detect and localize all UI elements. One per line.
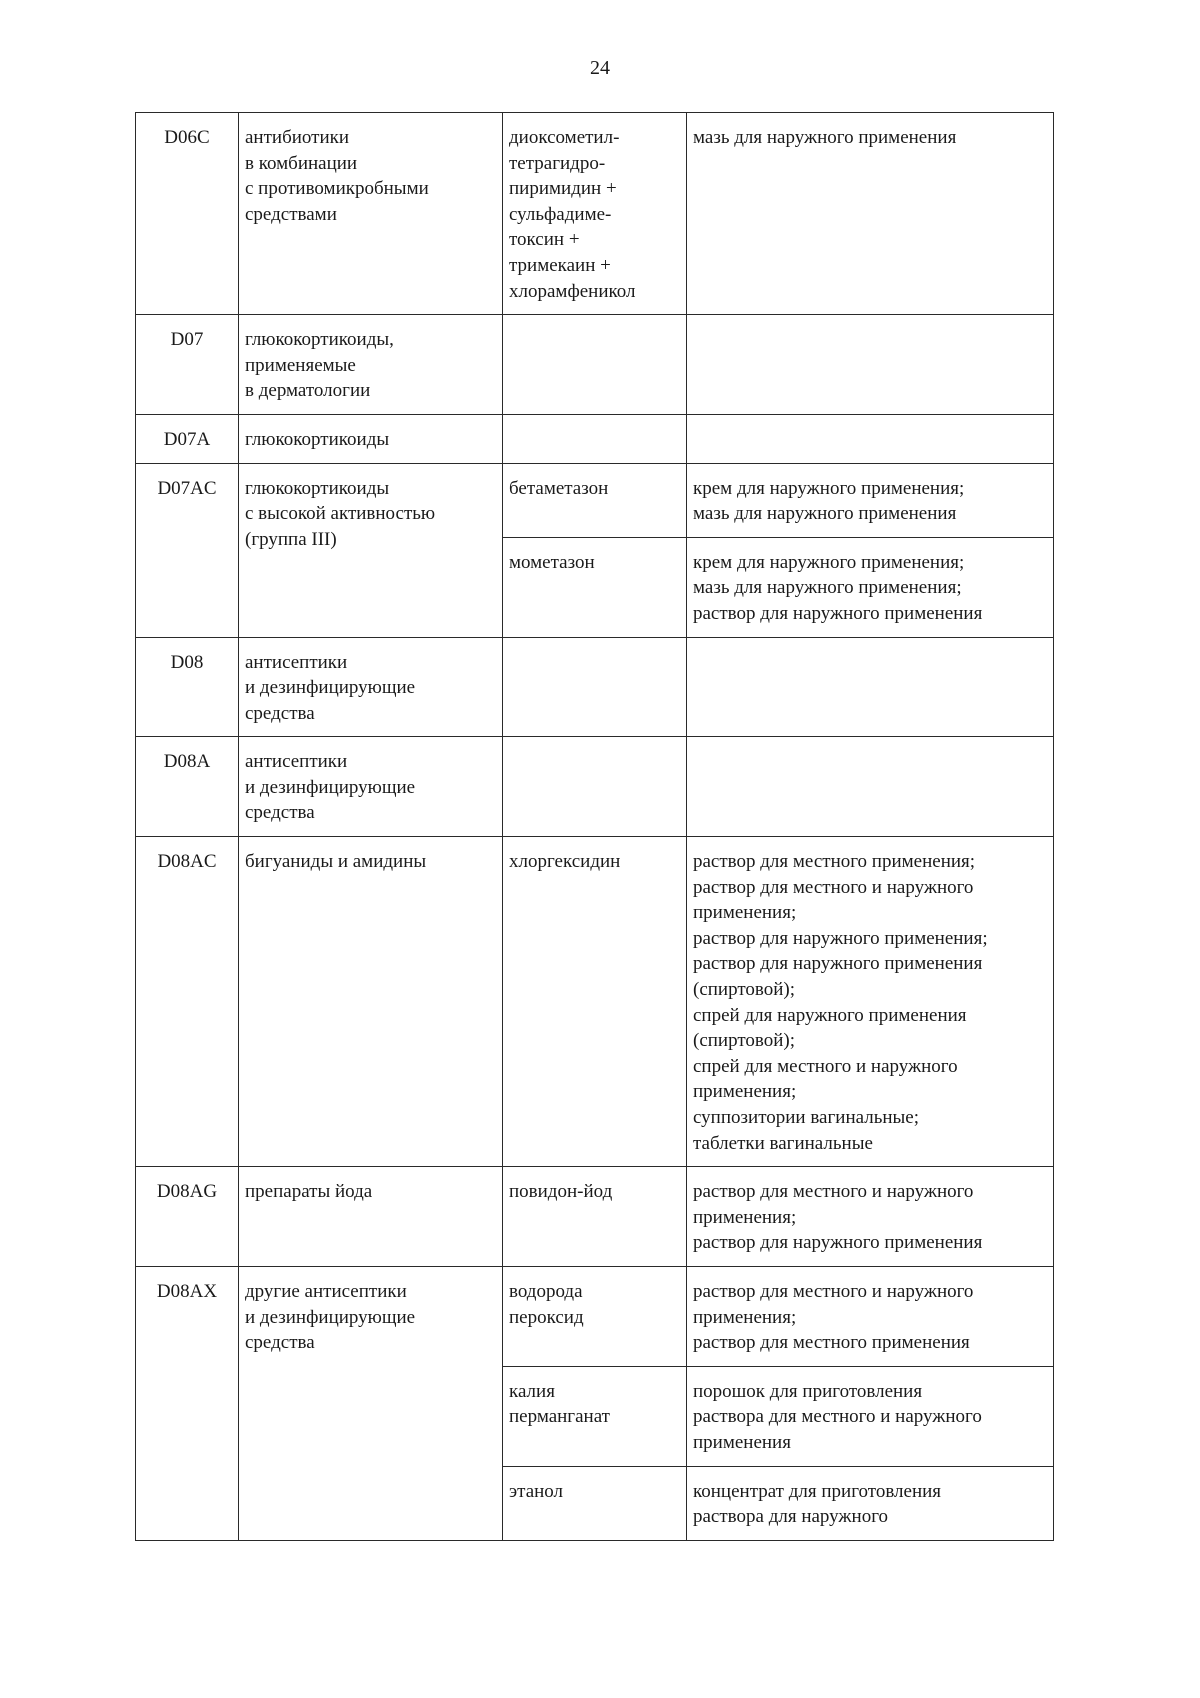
drug-name-cell: повидон-йод [503,1167,687,1267]
atc-group-cell: бигуаниды и амидины [239,837,503,1167]
atc-code-cell: D06C [136,113,239,315]
drug-name-cell [503,315,687,415]
table-row [136,414,1054,463]
drug-name-cell: мометазон [503,537,687,637]
table-row [136,837,1054,1167]
atc-group-cell: глюкокортикоиды, применяемые в дерматологии [239,315,503,415]
dosage-form-cell: раствор для местного и наружного применения; раствор для наружного применения [687,1167,1054,1267]
dosage-form-cell: порошок для приготовления раствора для местного и наружного применения [687,1366,1054,1466]
drug-classification-table [135,112,1054,1541]
table-row [136,637,1054,737]
drug-name-cell: водорода пероксид [503,1266,687,1366]
dosage-form-cell [687,737,1054,837]
table-row [136,315,1054,415]
atc-code-cell: D07A [136,414,239,463]
table-body [136,113,1054,1541]
atc-code-cell: D08AX [136,1266,239,1540]
table-row [136,737,1054,837]
page-number: 24 [590,57,610,79]
atc-group-cell: препараты йода [239,1167,503,1267]
atc-group-cell: антибиотики в комбинации с противомикробными средствами [239,113,503,315]
dosage-form-cell: раствор для местного применения; раствор для местного и наружного применения; раствор для наружного применения; раствор для наружного применения (спиртовой); спрей для наружного применения (спиртовой); спрей для местного и наружного применения; суппозитории вагинальные; таблетки вагинальные [687,837,1054,1167]
atc-code-cell: D08 [136,637,239,737]
atc-code-cell: D08AG [136,1167,239,1267]
drug-name-cell [503,637,687,737]
atc-code-cell: D08A [136,737,239,837]
atc-code-cell: D07 [136,315,239,415]
table-row [136,113,1054,315]
dosage-form-cell: раствор для местного и наружного применения; раствор для местного применения [687,1266,1054,1366]
drug-name-cell: диоксометил- тетрагидро- пиримидин + сульфадиме- токсин + тримекаин + хлорамфеникол [503,113,687,315]
dosage-form-cell: крем для наружного применения; мазь для наружного применения [687,463,1054,537]
atc-group-cell: антисептики и дезинфицирующие средства [239,637,503,737]
atc-group-cell: антисептики и дезинфицирующие средства [239,737,503,837]
dosage-form-cell [687,315,1054,415]
atc-code-cell: D07AC [136,463,239,637]
dosage-form-cell: мазь для наружного применения [687,113,1054,315]
atc-group-cell: глюкокортикоиды [239,414,503,463]
atc-group-cell: глюкокортикоиды с высокой активностью (группа III) [239,463,503,637]
atc-code-cell: D08AC [136,837,239,1167]
drug-name-cell: этанол [503,1466,687,1540]
dosage-form-cell: крем для наружного применения; мазь для наружного применения; раствор для наружного применения [687,537,1054,637]
drug-name-cell: хлоргексидин [503,837,687,1167]
dosage-form-cell: концентрат для приготовления раствора для наружного [687,1466,1054,1540]
table-row [136,1167,1054,1267]
dosage-form-cell [687,414,1054,463]
drug-name-cell [503,737,687,837]
drug-name-cell: калия перманганат [503,1366,687,1466]
drug-name-cell: бетаметазон [503,463,687,537]
dosage-form-cell [687,637,1054,737]
table-row [136,463,1054,537]
drug-name-cell [503,414,687,463]
atc-group-cell: другие антисептики и дезинфицирующие средства [239,1266,503,1540]
table-row [136,1266,1054,1366]
